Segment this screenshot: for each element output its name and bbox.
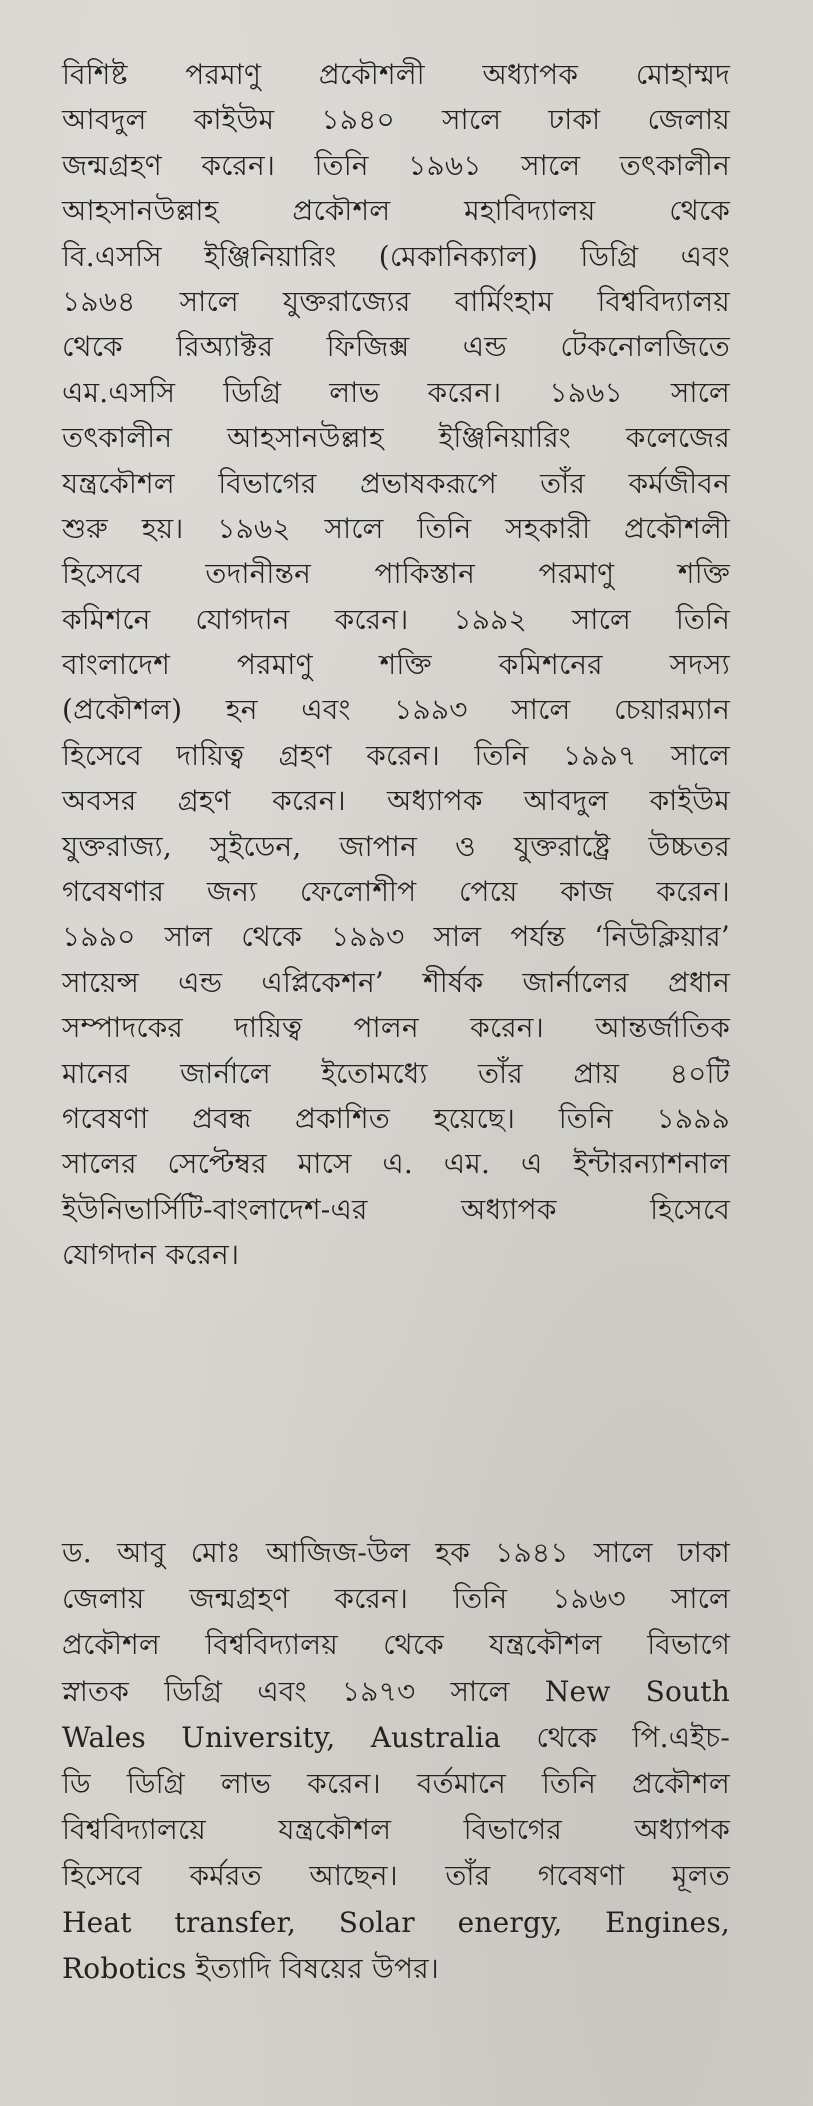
text-line: ১৯৯০ সাল থেকে ১৯৯৩ সাল পর্যন্ত ‘নিউক্লিয়ার’ (62, 920, 730, 954)
text-line: বি.এসসি ইঞ্জিনিয়ারিং (মেকানিক্যাল) ডিগ্রি এবং (62, 239, 730, 273)
text-line: যুক্তরাজ্য, সুইডেন, জাপান ও যুক্তরাষ্ট্রে উচ্চতর (62, 829, 730, 863)
biography-aziz-ul-haque (62, 1530, 730, 1992)
text-line: মানের জার্নালে ইতোমধ্যে তাঁর প্রায় ৪০টি (62, 1056, 730, 1090)
text-line: হিসেবে কর্মরত আছেন। তাঁর গবেষণা মূলত (62, 1859, 730, 1893)
text-line: অবসর গ্রহণ করেন। অধ্যাপক আবদুল কাইউম (62, 784, 730, 818)
text-line: সালের সেপ্টেম্বর মাসে এ. এম. এ ইন্টারন্যাশনাল (62, 1147, 730, 1181)
text-line: হিসেবে দায়িত্ব গ্রহণ করেন। তিনি ১৯৯৭ সালে (62, 738, 730, 772)
text-line: এম.এসসি ডিগ্রি লাভ করেন। ১৯৬১ সালে (62, 375, 730, 409)
text-line: ইউনিভার্সিটি-বাংলাদেশ-এর অধ্যাপক হিসেবে (62, 1192, 730, 1226)
biography-abdul-quaium (62, 52, 730, 1278)
text-line: কমিশনে যোগদান করেন। ১৯৯২ সালে তিনি (62, 602, 730, 636)
text-line: Robotics ইত্যাদি বিষয়ের উপর। (62, 1951, 440, 1985)
text-line: জেলায় জন্মগ্রহণ করেন। তিনি ১৯৬৩ সালে (62, 1582, 730, 1616)
text-line: ডি ডিগ্রি লাভ করেন। বর্তমানে তিনি প্রকৌশল (62, 1766, 730, 1800)
text-line: ১৯৬৪ সালে যুক্তরাজ্যের বার্মিংহাম বিশ্ববিদ্যালয় (62, 284, 730, 318)
text-line: (প্রকৌশল) হন এবং ১৯৯৩ সালে চেয়ারম্যান (62, 693, 730, 727)
text-line: স্নাতক ডিগ্রি এবং ১৯৭৩ সালে New South (62, 1674, 730, 1708)
text-line: যোগদান করেন। (62, 1238, 240, 1272)
text-line: আহসানউল্লাহ প্রকৌশল মহাবিদ্যালয় থেকে (62, 194, 730, 228)
text-line: গবেষণা প্রবন্ধ প্রকাশিত হয়েছে। তিনি ১৯৯৯ (62, 1101, 730, 1135)
text-line: শুরু হয়। ১৯৬২ সালে তিনি সহকারী প্রকৌশলী (62, 511, 730, 545)
text-line: Heat transfer, Solar energy, Engines, (62, 1905, 730, 1939)
text-line: আবদুল কাইউম ১৯৪০ সালে ঢাকা জেলায় (62, 103, 730, 137)
text-line: গবেষণার জন্য ফেলোশীপ পেয়ে কাজ করেন। (62, 875, 730, 909)
text-line: যন্ত্রকৌশল বিভাগের প্রভাষকরূপে তাঁর কর্মজীবন (62, 466, 730, 500)
text-line: ড. আবু মোঃ আজিজ-উল হক ১৯৪১ সালে ঢাকা (62, 1536, 730, 1569)
text-line: বাংলাদেশ পরমাণু শক্তি কমিশনের সদস্য (62, 648, 730, 682)
text-line: বিশিষ্ট পরমাণু প্রকৌশলী অধ্যাপক মোহাম্মদ (62, 58, 730, 91)
text-line: প্রকৌশল বিশ্ববিদ্যালয় থেকে যন্ত্রকৌশল বিভাগে (62, 1628, 730, 1662)
text-line: বিশ্ববিদ্যালয়ে যন্ত্রকৌশল বিভাগের অধ্যাপক (62, 1813, 730, 1847)
text-line: হিসেবে তদানীন্তন পাকিস্তান পরমাণু শক্তি (62, 557, 730, 591)
text-line: জন্মগ্রহণ করেন। তিনি ১৯৬১ সালে তৎকালীন (62, 148, 730, 182)
text-line: সম্পাদকের দায়িত্ব পালন করেন। আন্তর্জাতিক (62, 1011, 730, 1045)
text-line: সায়েন্স এন্ড এপ্লিকেশন’ শীর্ষক জার্নালের প্রধান (62, 965, 730, 999)
text-line: তৎকালীন আহসানউল্লাহ ইঞ্জিনিয়ারিং কলেজের (62, 421, 730, 455)
text-line: Wales University, Australia থেকে পি.এইচ- (62, 1720, 730, 1754)
text-line: থেকে রিঅ্যাক্টর ফিজিক্স এন্ড টেকনোলজিতে (62, 330, 730, 364)
